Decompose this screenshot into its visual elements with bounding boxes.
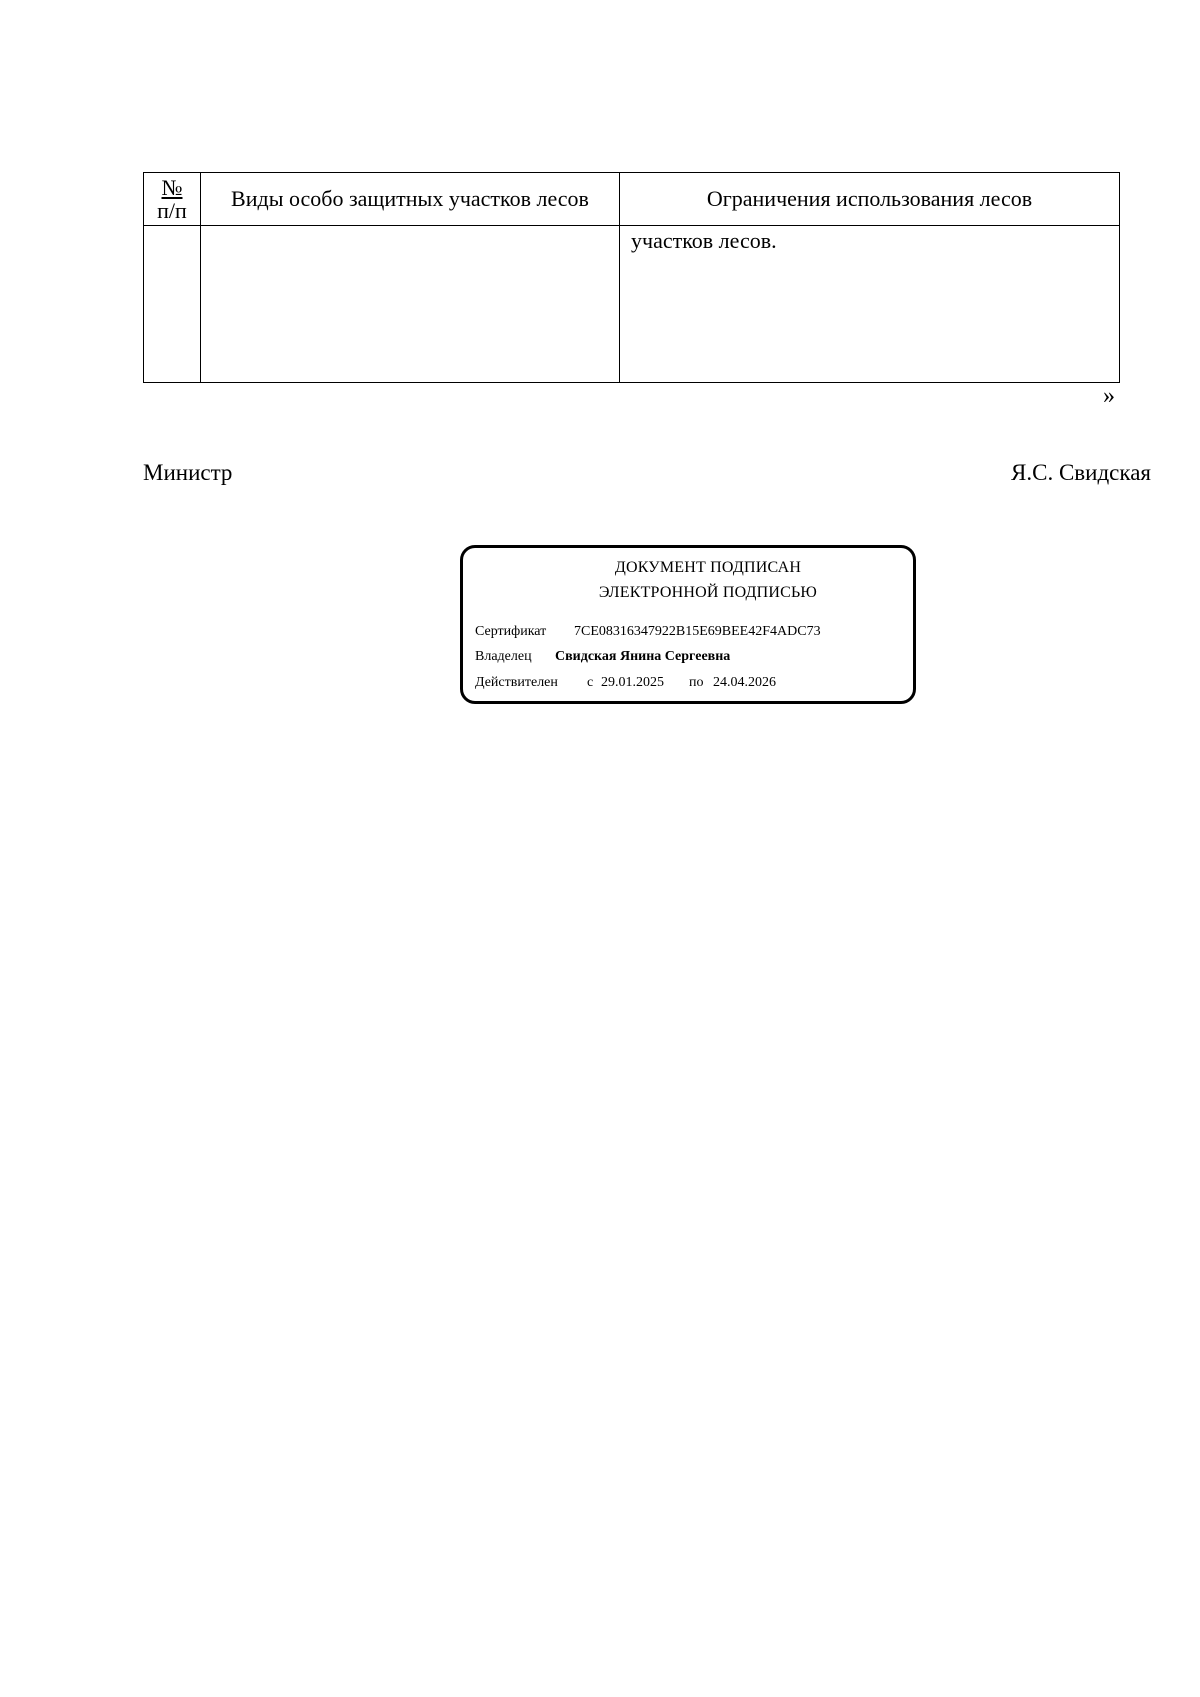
owner-value: Свидская Янина Сергеевна xyxy=(555,649,731,664)
stamp-heading-line2: ЭЛЕКТРОННОЙ ПОДПИСЬЮ xyxy=(598,584,818,601)
validity-from-word: с xyxy=(587,675,594,690)
cell-area-type-text xyxy=(201,226,619,228)
stamp-certificate-row xyxy=(475,625,821,639)
validity-value xyxy=(587,675,776,690)
stamp-validity-row xyxy=(475,676,776,690)
closing-quote: » xyxy=(1103,383,1115,409)
cell-number-text xyxy=(144,226,200,228)
validity-label: Действителен xyxy=(475,675,558,690)
header-number xyxy=(144,173,201,226)
table-header-row xyxy=(144,173,1120,226)
table-row xyxy=(144,226,1120,383)
signer-name: Я.С. Свидская xyxy=(1011,460,1151,485)
cell-restriction-text: участков лесов. xyxy=(631,228,777,253)
header-number-abbr: п/п xyxy=(157,198,187,223)
stamp-heading-line1: ДОКУМЕНТ ПОДПИСАН xyxy=(614,559,802,576)
cell-area-type xyxy=(201,226,620,383)
signer-position: Министр xyxy=(143,460,233,485)
validity-from-date: 29.01.2025 xyxy=(601,675,664,690)
validity-to-date: 24.04.2026 xyxy=(713,675,776,690)
electronic-signature-stamp xyxy=(460,545,916,704)
cell-restriction xyxy=(620,226,1120,383)
header-area-types: Виды особо защитных участков лесов xyxy=(201,173,620,226)
forest-areas-table xyxy=(143,172,1120,383)
validity-to-word: по xyxy=(689,675,704,690)
cell-number xyxy=(144,226,201,383)
certificate-value: 7CE08316347922B15E69BEE42F4ADC73 xyxy=(574,624,821,639)
header-restrictions: Ограничения использования лесов xyxy=(620,173,1120,226)
owner-label: Владелец xyxy=(475,649,532,664)
stamp-owner-row xyxy=(475,650,730,664)
header-number-sign: № xyxy=(161,174,183,200)
certificate-label: Сертификат xyxy=(475,624,547,639)
